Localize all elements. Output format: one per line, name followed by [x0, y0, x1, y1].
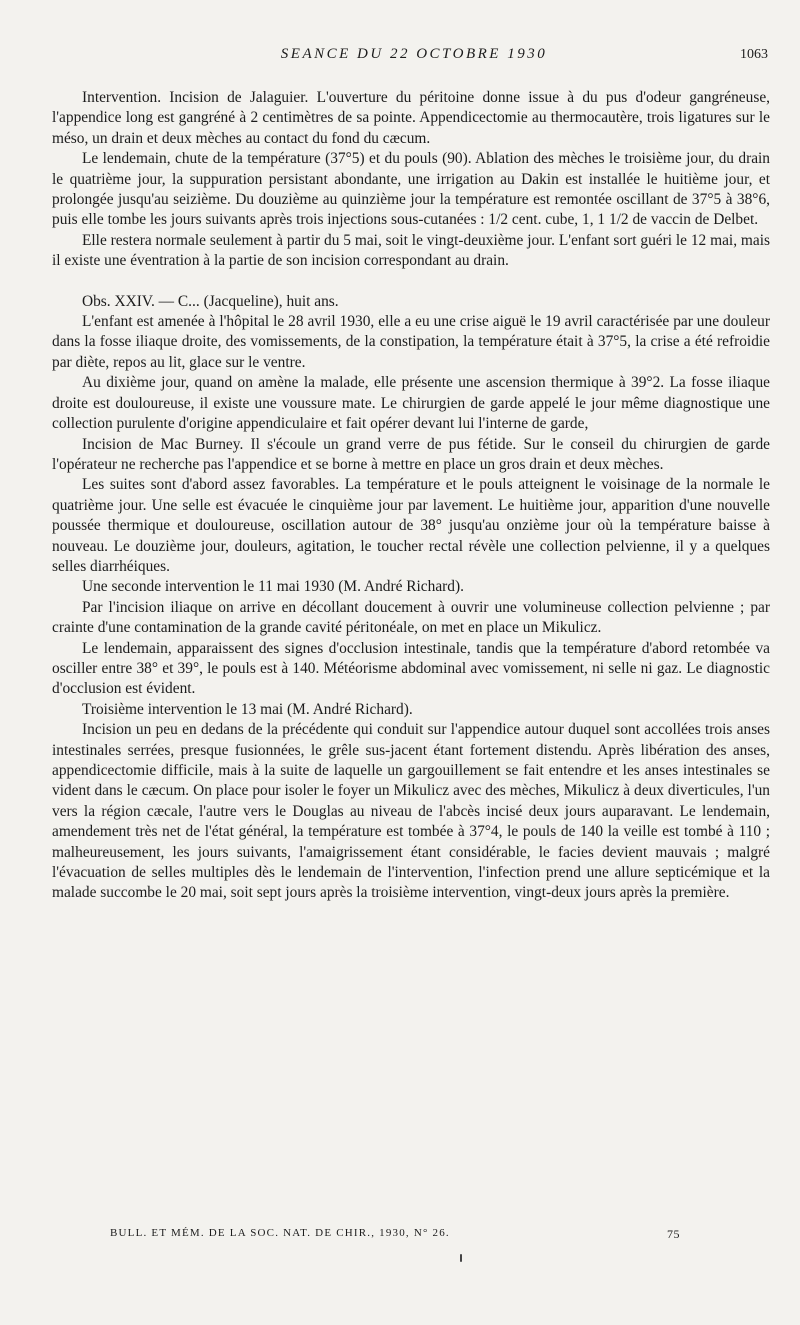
paragraph: Incision un peu en dedans de la précédente qui conduit sur l'appendice autour duquel sont accollées trois anses intestinales serrées, presque fusionnées, le grêle sus-jacent étant fortement distendu. Après libération des anses, appendicectomie difficile, mais à la suite de laquelle un gargouillement se fait entendre et les anses intestinales se vident dans le cæcum. On place pour isoler le foyer un Mikulicz avec des mèches, Mikulicz à deux diverticules, l'un vers la région cæcale, l'autre vers le Douglas au niveau de l'abcès incisé deux jours auparavant. Le lendemain, amendement très net de l'état général, la température est tombée à 37°4, le pouls de 140 la veille est tombé à 110 ; malheureusement, les jours suivants, l'amaigrissement étant considérable, le facies devient mauvais ; malgré l'évacuation de selles multiples dès le lendemain de l'intervention, l'infection prend une allure septicémique et la malade succombe le 20 mai, soit sept jours après la troisième intervention, vingt-deux jours après la première. — [52, 721, 770, 902]
paragraph: Les suites sont d'abord assez favorables. La température et le pouls atteignent le voisinage de la normale le quatrième jour. Une selle est évacuée le cinquième jour par lavement. Le huitième jour, apparition d'une nouvelle poussée thermique et douloureuse, oscillation autour de 38° jusqu'au onzième jour où la température baisse à nouveau. Le douzième jour, douleurs, agitation, le toucher rectal révèle une collection pelvienne, il y a quelques selles diarrhéiques. — [52, 476, 770, 575]
paragraph: Le lendemain, apparaissent des signes d'occlusion intestinale, tandis que la température d'abord retombée va osciller entre 38° et 39°, le pouls est à 140. Météorisme abdominal avec vomissement, ni selle ni gaz. Le diagnostic d'occlusion est évident. — [52, 639, 770, 698]
paragraph: Une seconde intervention le 11 mai 1930 (M. André Richard). — [82, 578, 464, 596]
body-text — [52, 88, 770, 904]
paragraph: Par l'incision iliaque on arrive en décollant doucement à ouvrir une volumineuse collection pelvienne ; par crainte d'une contamination de la grande cavité péritonéale, on met en place un Mikulicz. — [52, 598, 770, 637]
paragraph: Intervention. Incision de Jalaguier. L'ouverture du péritoine donne issue à du pus d'odeur gangréneuse, l'appendice long est gangréné à 2 centimètres de sa pointe. Appendicectomie au thermocautère, trois ligatures sur le méso, un drain et deux mèches au contact du fond du cæcum. — [52, 89, 770, 147]
signature-mark: 75 — [667, 1227, 680, 1241]
journal-reference: BULL. ET MÉM. DE LA SOC. NAT. DE CHIR., 1930, N° 26. — [110, 1227, 450, 1239]
paragraph: Troisième intervention le 13 mai (M. André Richard). — [82, 700, 413, 718]
page-header — [60, 46, 768, 70]
page-number: 1063 — [740, 47, 768, 62]
observation-heading: Obs. XXIV. — C... (Jacqueline), huit ans. — [82, 292, 339, 310]
paragraph: L'enfant est amenée à l'hôpital le 28 avril 1930, elle a eu une crise aiguë le 19 avril caractérisée par une douleur dans la fosse iliaque droite, des vomissements, de la constipation, la température était à 37°5, la crise a été refroidie par diète, repos au lit, glace sur le ventre. — [52, 313, 770, 371]
paragraph: Au dixième jour, quand on amène la malade, elle présente une ascension thermique à 39°2. La fosse iliaque droite est douloureuse, il existe une voussure mate. Le chirurgien de garde appelé le jour même diagnostique une collection purulente d'origine appendiculaire et fait opérer devant lui l'interne de garde, — [52, 374, 770, 433]
page-footer — [110, 1227, 680, 1245]
running-title: SEANCE DU 22 OCTOBRE 1930 — [280, 46, 548, 62]
paragraph: Incision de Mac Burney. Il s'écoule un grand verre de pus fétide. Sur le conseil du chirurgien de garde l'opérateur ne recherche pas l'appendice et se borne à mettre en place un gros drain et deux mèches. — [52, 435, 770, 473]
print-speck — [460, 1254, 462, 1262]
paragraph: Le lendemain, chute de la température (37°5) et du pouls (90). Ablation des mèches le troisième jour, du drain le quatrième jour, la suppuration persistant abondante, une irrigation au Dakin est installée le huitième jour, et prolongée jusqu'au seizième. Du douzième au quinzième jour la température est remontée oscillant de 37°5 à 38°6, puis elle tombe les jours suivants après trois injections sous-cutanées : 1/2 cent. cube, 1, 1 1/2 de vaccin de Delbet. — [52, 150, 770, 229]
paragraph: Elle restera normale seulement à partir du 5 mai, soit le vingt-deuxième jour. L'enfant sort guéri le 12 mai, mais il existe une éventration à la partie de son incision correspondant au drain. — [52, 231, 770, 270]
